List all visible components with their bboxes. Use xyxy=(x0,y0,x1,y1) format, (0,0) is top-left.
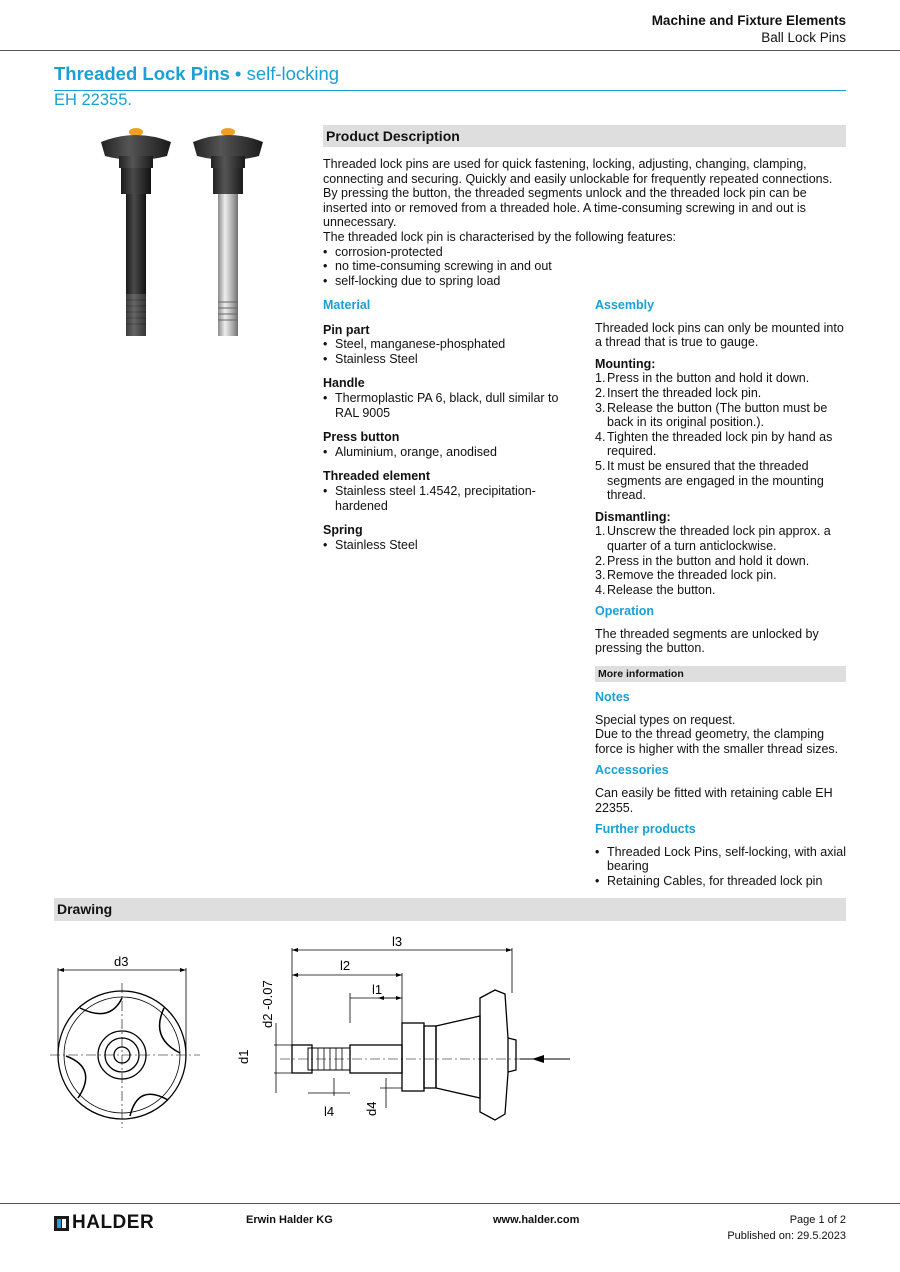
material-item: • Thermoplastic PA 6, black, dull similar to RAL 9005 xyxy=(323,391,563,420)
drawing-heading: Drawing xyxy=(54,898,846,921)
further-product-link[interactable]: • Threaded Lock Pins, self-locking, with axial bearing xyxy=(595,845,846,874)
feature-item: • self-locking due to spring load xyxy=(323,274,846,289)
halder-logo xyxy=(54,1212,155,1234)
side-view xyxy=(274,948,570,1120)
mounting-title: Mounting: xyxy=(595,356,656,371)
description-paragraph: Threaded lock pins are used for quick fastening, locking, adjusting, changing, clamping, connecting and securing. Quickly and easily unlockable for frequently repeated connections. xyxy=(323,157,833,186)
material-item: • Aluminium, orange, anodised xyxy=(323,445,563,460)
footer-divider xyxy=(0,1203,900,1204)
pin-black xyxy=(101,128,171,336)
header-subcategory: Ball Lock Pins xyxy=(761,30,846,45)
dismantling-steps xyxy=(595,524,846,597)
feature-item: • corrosion-protected xyxy=(323,245,846,260)
material-item: • Stainless Steel xyxy=(323,352,563,367)
material-group-title: Pin part xyxy=(323,322,370,337)
technical-drawing xyxy=(50,928,580,1128)
mounting-step: 4. Tighten the threaded lock pin by hand as required. xyxy=(595,429,833,459)
title-suffix: self-locking xyxy=(246,63,340,84)
dismantling-step: 1. Unscrew the threaded lock pin approx. a quarter of a turn anticlockwise. xyxy=(595,524,831,553)
dismantling-step: 3. Remove the threaded lock pin. xyxy=(595,568,777,583)
mounting-steps xyxy=(595,371,846,502)
product-description-heading: Product Description xyxy=(323,125,846,147)
logo-text: HALDER xyxy=(72,1212,155,1234)
further-products-heading: Further products xyxy=(595,822,696,837)
header-divider xyxy=(0,50,900,51)
more-info-section xyxy=(595,690,846,889)
more-info-heading: More information xyxy=(595,666,846,682)
mounting-step: 5. It must be ensured that the threaded segments are engaged in the mounting thread. xyxy=(595,458,824,503)
page-title xyxy=(54,63,340,84)
mounting-step: 1. Press in the button and hold it down. xyxy=(595,371,810,386)
features-list xyxy=(323,245,846,289)
material-group-title: Threaded element xyxy=(323,469,430,484)
material-item: • Steel, manganese-phosphated xyxy=(323,337,563,352)
product-image xyxy=(95,122,280,342)
assembly-section xyxy=(595,298,846,656)
accessories-heading: Accessories xyxy=(595,763,669,778)
label-d4: d4 xyxy=(364,1101,379,1116)
dismantling-title: Dismantling: xyxy=(595,509,671,524)
footer-company: Erwin Halder KG xyxy=(246,1214,333,1226)
operation-text: The threaded segments are unlocked by pressing the button. xyxy=(595,626,819,656)
notes-line: Special types on request. xyxy=(595,712,736,727)
header-category: Machine and Fixture Elements xyxy=(651,13,846,28)
material-heading: Material xyxy=(323,298,371,312)
product-description xyxy=(323,157,846,288)
description-paragraph: The threaded lock pin is characterised by the following features: xyxy=(323,229,676,244)
title-separator: • xyxy=(229,63,247,84)
label-l1: l1 xyxy=(372,982,383,997)
footer-published-date: Published on: 29.5.2023 xyxy=(727,1230,846,1242)
mounting-step: 3. Release the button (The button must be back in its original position.). xyxy=(595,400,828,430)
material-group-title: Handle xyxy=(323,376,365,391)
assembly-intro: Threaded lock pins can only be mounted into a thread that is true to gauge. xyxy=(595,320,844,350)
title-main: Threaded Lock Pins xyxy=(54,63,230,84)
label-l3: l3 xyxy=(392,934,403,949)
further-products-list xyxy=(595,845,846,889)
accessories-text: Can easily be fitted with retaining cable EH 22355. xyxy=(595,785,833,815)
notes-line: Due to the thread geometry, the clamping force is higher with the smaller thread sizes. xyxy=(595,727,839,756)
mounting-step: 2. Insert the threaded lock pin. xyxy=(595,385,762,400)
feature-item: • no time-consuming screwing in and out xyxy=(323,259,846,274)
dismantling-step: 2. Press in the button and hold it down. xyxy=(595,553,810,568)
front-view xyxy=(50,968,200,1128)
label-d2: d2 -0.07 xyxy=(260,980,275,1028)
label-l4: l4 xyxy=(324,1104,335,1119)
footer-page-number: Page 1 of 2 xyxy=(789,1214,846,1226)
assembly-heading: Assembly xyxy=(595,298,655,312)
further-product-link[interactable]: • Retaining Cables, for threaded lock pin xyxy=(595,874,846,889)
material-section xyxy=(323,298,563,552)
halder-logo-icon xyxy=(54,1216,69,1231)
material-item: • Stainless Steel xyxy=(323,538,563,553)
material-group-title: Press button xyxy=(323,430,400,445)
label-d1: d1 xyxy=(236,1049,251,1064)
dismantling-step: 4. Release the button. xyxy=(595,582,716,597)
operation-heading: Operation xyxy=(595,604,655,619)
material-group-title: Spring xyxy=(323,523,363,538)
pin-steel xyxy=(193,128,263,336)
label-l2: l2 xyxy=(340,958,351,973)
description-paragraph: By pressing the button, the threaded segments unlock and the threaded lock pin can be inserted into or removed from a threaded hole. A time-consuming screwing in and out is unnecessary. xyxy=(323,186,807,230)
footer-website-link[interactable]: www.halder.com xyxy=(493,1214,580,1226)
product-code: EH 22355. xyxy=(54,91,132,109)
notes-heading: Notes xyxy=(595,690,630,704)
material-item: • Stainless steel 1.4542, precipitation-hardened xyxy=(323,484,563,513)
title-divider xyxy=(54,90,846,91)
label-d3: d3 xyxy=(114,954,129,969)
